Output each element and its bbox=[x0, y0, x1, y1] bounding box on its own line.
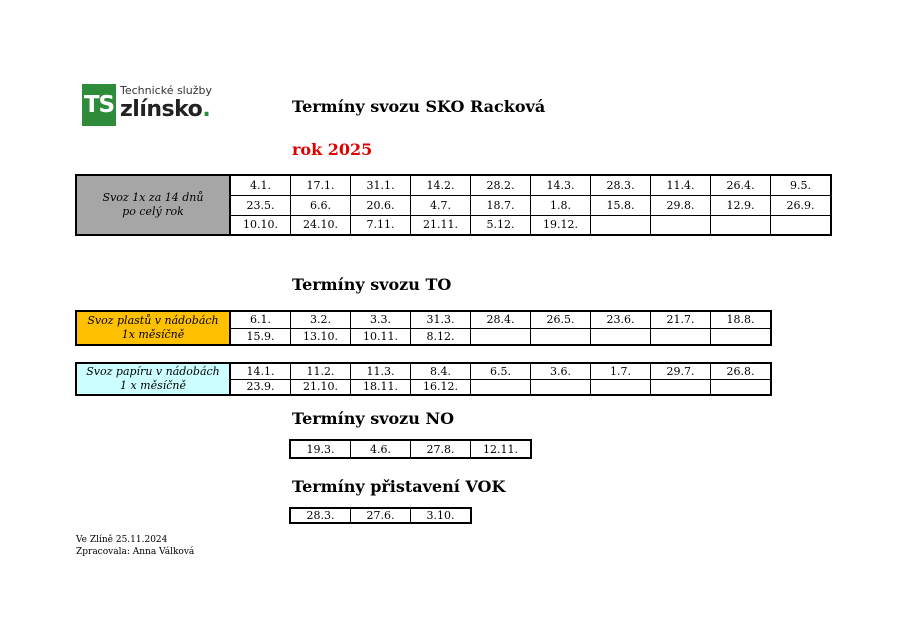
plast-label bbox=[76, 311, 230, 345]
date-cell: 26.4. bbox=[711, 175, 771, 195]
date-cell bbox=[711, 328, 772, 345]
date-cell: 21.7. bbox=[651, 311, 711, 328]
date-cell: 1.7. bbox=[591, 363, 651, 379]
plast-label-line: 1x měsíčně bbox=[121, 328, 185, 341]
company-logo bbox=[82, 84, 212, 128]
plast-label-line: Svoz plastů v nádobách bbox=[87, 314, 219, 327]
date-cell: 12.11. bbox=[471, 440, 532, 458]
date-cell bbox=[531, 328, 591, 345]
date-cell: 26.9. bbox=[771, 195, 832, 215]
sko-label-line: po celý rok bbox=[122, 205, 184, 218]
no-schedule-table bbox=[289, 439, 532, 459]
date-cell: 15.8. bbox=[591, 195, 651, 215]
date-cell: 28.4. bbox=[471, 311, 531, 328]
date-cell: 4.1. bbox=[230, 175, 291, 195]
date-cell: 11.2. bbox=[291, 363, 351, 379]
date-cell: 14.1. bbox=[230, 363, 291, 379]
title-year: rok 2025 bbox=[292, 140, 373, 159]
date-cell: 19.12. bbox=[531, 215, 591, 235]
date-cell: 19.3. bbox=[290, 440, 351, 458]
date-cell: 26.5. bbox=[531, 311, 591, 328]
date-cell: 23.9. bbox=[230, 379, 291, 395]
date-cell bbox=[651, 215, 711, 235]
date-cell: 17.1. bbox=[291, 175, 351, 195]
plast-schedule-table bbox=[75, 310, 772, 346]
date-cell: 31.3. bbox=[411, 311, 471, 328]
sko-schedule-table bbox=[75, 174, 832, 236]
date-cell: 3.6. bbox=[531, 363, 591, 379]
date-cell: 21.11. bbox=[411, 215, 471, 235]
date-cell: 12.9. bbox=[711, 195, 771, 215]
date-cell: 28.3. bbox=[290, 508, 351, 523]
table-row bbox=[76, 175, 831, 195]
table-row bbox=[290, 508, 471, 523]
title-vok: Termíny přistavení VOK bbox=[292, 477, 506, 496]
date-cell: 18.11. bbox=[351, 379, 411, 395]
date-cell: 27.8. bbox=[411, 440, 471, 458]
date-cell bbox=[471, 379, 531, 395]
date-cell: 28.2. bbox=[471, 175, 531, 195]
footer-place-date: Ve Zlíně 25.11.2024 bbox=[76, 535, 168, 545]
date-cell: 23.6. bbox=[591, 311, 651, 328]
date-cell: 14.3. bbox=[531, 175, 591, 195]
date-cell: 13.10. bbox=[291, 328, 351, 345]
table-row bbox=[76, 311, 771, 328]
date-cell: 6.6. bbox=[291, 195, 351, 215]
date-cell: 18.8. bbox=[711, 311, 772, 328]
date-cell bbox=[711, 379, 772, 395]
table-row bbox=[290, 440, 531, 458]
date-cell: 14.2. bbox=[411, 175, 471, 195]
date-cell: 9.5. bbox=[771, 175, 832, 195]
title-sko: Termíny svozu SKO Racková bbox=[292, 97, 546, 116]
date-cell: 29.8. bbox=[651, 195, 711, 215]
papir-label-line: 1 x měsíčně bbox=[119, 379, 187, 392]
date-cell bbox=[471, 328, 531, 345]
date-cell: 15.9. bbox=[230, 328, 291, 345]
date-cell: 11.3. bbox=[351, 363, 411, 379]
date-cell: 31.1. bbox=[351, 175, 411, 195]
table-row bbox=[76, 363, 771, 379]
vok-schedule-table bbox=[289, 507, 472, 524]
date-cell: 10.10. bbox=[230, 215, 291, 235]
sko-label bbox=[76, 175, 230, 235]
date-cell: 7.11. bbox=[351, 215, 411, 235]
logo-dot: . bbox=[202, 97, 211, 122]
date-cell: 5.12. bbox=[471, 215, 531, 235]
sko-label-line: Svoz 1x za 14 dnů bbox=[102, 191, 204, 204]
logo-text-line1: Technické služby bbox=[120, 84, 212, 97]
date-cell bbox=[651, 328, 711, 345]
date-cell: 6.5. bbox=[471, 363, 531, 379]
date-cell: 6.1. bbox=[230, 311, 291, 328]
date-cell: 26.8. bbox=[711, 363, 772, 379]
date-cell: 3.3. bbox=[351, 311, 411, 328]
date-cell: 1.8. bbox=[531, 195, 591, 215]
date-cell: 10.11. bbox=[351, 328, 411, 345]
date-cell: 20.6. bbox=[351, 195, 411, 215]
date-cell: 4.6. bbox=[351, 440, 411, 458]
papir-label bbox=[76, 363, 230, 395]
logo-name: zlínsko bbox=[120, 97, 203, 122]
date-cell: 24.10. bbox=[291, 215, 351, 235]
date-cell: 8.4. bbox=[411, 363, 471, 379]
papir-label-line: Svoz papíru v nádobách bbox=[86, 365, 220, 378]
date-cell bbox=[591, 215, 651, 235]
date-cell: 11.4. bbox=[651, 175, 711, 195]
date-cell: 29.7. bbox=[651, 363, 711, 379]
date-cell: 3.2. bbox=[291, 311, 351, 328]
date-cell: 28.3. bbox=[591, 175, 651, 195]
date-cell: 18.7. bbox=[471, 195, 531, 215]
date-cell: 3.10. bbox=[411, 508, 472, 523]
date-cell bbox=[711, 215, 771, 235]
date-cell bbox=[531, 379, 591, 395]
date-cell bbox=[591, 328, 651, 345]
logo-ts-badge: TS bbox=[82, 84, 116, 126]
date-cell: 4.7. bbox=[411, 195, 471, 215]
date-cell: 23.5. bbox=[230, 195, 291, 215]
papir-schedule-table bbox=[75, 362, 772, 396]
date-cell: 8.12. bbox=[411, 328, 471, 345]
logo-text-line2 bbox=[120, 97, 210, 122]
title-to: Termíny svozu TO bbox=[292, 275, 452, 294]
date-cell bbox=[771, 215, 832, 235]
date-cell: 21.10. bbox=[291, 379, 351, 395]
date-cell bbox=[591, 379, 651, 395]
title-no: Termíny svozu NO bbox=[292, 409, 455, 428]
date-cell bbox=[651, 379, 711, 395]
footer-author: Zpracovala: Anna Válková bbox=[76, 547, 195, 557]
date-cell: 16.12. bbox=[411, 379, 471, 395]
date-cell: 27.6. bbox=[351, 508, 411, 523]
